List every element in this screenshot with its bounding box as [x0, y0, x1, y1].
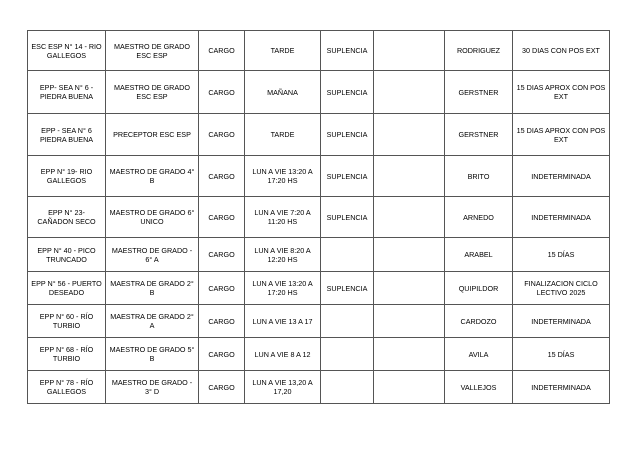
school-cell: EPP N° 56 - PUERTO DESEADO: [28, 272, 106, 305]
schedule-cell: TARDE: [245, 31, 321, 71]
position-cell: MAESTRO DE GRADO - 3° D: [106, 371, 199, 404]
status-cell: [321, 338, 374, 371]
status-cell: SUPLENCIA: [321, 156, 374, 197]
status-cell: SUPLENCIA: [321, 272, 374, 305]
table-row: [28, 305, 610, 338]
position-cell: MAESTRO DE GRADO ESC ESP: [106, 71, 199, 114]
status-cell: SUPLENCIA: [321, 71, 374, 114]
surname-cell: AVILA: [445, 338, 513, 371]
school-cell: EPP N° 60 - RÍO TURBIO: [28, 305, 106, 338]
schedule-cell: MAÑANA: [245, 71, 321, 114]
type-cell: CARGO: [199, 305, 245, 338]
type-cell: CARGO: [199, 71, 245, 114]
type-cell: CARGO: [199, 272, 245, 305]
empty-cell: [374, 238, 445, 272]
school-cell: EPP - SEA N° 6 PIEDRA BUENA: [28, 114, 106, 156]
type-cell: CARGO: [199, 156, 245, 197]
duration-cell: FINALIZACION CICLO LECTIVO 2025: [513, 272, 610, 305]
empty-cell: [374, 272, 445, 305]
surname-cell: GERSTNER: [445, 71, 513, 114]
school-cell: ESC ESP N° 14 - RIO GALLEGOS: [28, 31, 106, 71]
duration-cell: 15 DIAS APROX CON POS EXT: [513, 71, 610, 114]
duration-cell: INDETERMINADA: [513, 197, 610, 238]
type-cell: CARGO: [199, 238, 245, 272]
type-cell: CARGO: [199, 31, 245, 71]
table-row: [28, 272, 610, 305]
position-cell: MAESTRO DE GRADO 6° UNICO: [106, 197, 199, 238]
duration-cell: 30 DIAS CON POS EXT: [513, 31, 610, 71]
surname-cell: GERSTNER: [445, 114, 513, 156]
position-cell: MAESTRA DE GRADO 2° B: [106, 272, 199, 305]
schedule-cell: TARDE: [245, 114, 321, 156]
position-cell: MAESTRO DE GRADO 4° B: [106, 156, 199, 197]
table-row: [28, 197, 610, 238]
table-row: [28, 71, 610, 114]
school-cell: EPP N° 19- RIO GALLEGOS: [28, 156, 106, 197]
surname-cell: BRITO: [445, 156, 513, 197]
empty-cell: [374, 338, 445, 371]
duration-cell: 15 DIAS APROX CON POS EXT: [513, 114, 610, 156]
schedule-cell: LUN A VIE 13:20 A 17:20 HS: [245, 156, 321, 197]
surname-cell: VALLEJOS: [445, 371, 513, 404]
position-cell: PRECEPTOR ESC ESP: [106, 114, 199, 156]
empty-cell: [374, 305, 445, 338]
schedule-cell: LUN A VIE 7:20 A 11:20 HS: [245, 197, 321, 238]
table-row: [28, 238, 610, 272]
status-cell: [321, 305, 374, 338]
school-cell: EPP N° 68 - RÍO TURBIO: [28, 338, 106, 371]
table-row: [28, 114, 610, 156]
status-cell: [321, 371, 374, 404]
table-row: [28, 371, 610, 404]
surname-cell: QUIPILDOR: [445, 272, 513, 305]
school-cell: EPP- SEA N° 6 - PIEDRA BUENA: [28, 71, 106, 114]
empty-cell: [374, 31, 445, 71]
duration-cell: 15 DÍAS: [513, 238, 610, 272]
status-cell: SUPLENCIA: [321, 31, 374, 71]
position-cell: MAESTRO DE GRADO - 6° A: [106, 238, 199, 272]
table-row: [28, 156, 610, 197]
school-cell: EPP N° 40 - PICO TRUNCADO: [28, 238, 106, 272]
vacancies-table: [27, 30, 610, 404]
surname-cell: RODRIGUEZ: [445, 31, 513, 71]
surname-cell: ARABEL: [445, 238, 513, 272]
table-row: [28, 338, 610, 371]
duration-cell: 15 DÍAS: [513, 338, 610, 371]
school-cell: EPP N° 23- CAÑADON SECO: [28, 197, 106, 238]
status-cell: SUPLENCIA: [321, 197, 374, 238]
type-cell: CARGO: [199, 197, 245, 238]
empty-cell: [374, 371, 445, 404]
position-cell: MAESTRO DE GRADO 5° B: [106, 338, 199, 371]
duration-cell: INDETERMINADA: [513, 156, 610, 197]
table-row: [28, 31, 610, 71]
empty-cell: [374, 197, 445, 238]
schedule-cell: LUN A VIE 13,20 A 17,20: [245, 371, 321, 404]
position-cell: MAESTRA DE GRADO 2° A: [106, 305, 199, 338]
position-cell: MAESTRO DE GRADO ESC ESP: [106, 31, 199, 71]
school-cell: EPP N° 78 - RÍO GALLEGOS: [28, 371, 106, 404]
type-cell: CARGO: [199, 371, 245, 404]
surname-cell: CARDOZO: [445, 305, 513, 338]
schedule-cell: LUN A VIE 8 A 12: [245, 338, 321, 371]
duration-cell: INDETERMINADA: [513, 305, 610, 338]
schedule-cell: LUN A VIE 13:20 A 17:20 HS: [245, 272, 321, 305]
status-cell: [321, 238, 374, 272]
schedule-cell: LUN A VIE 8:20 A 12:20 HS: [245, 238, 321, 272]
duration-cell: INDETERMINADA: [513, 371, 610, 404]
empty-cell: [374, 71, 445, 114]
status-cell: SUPLENCIA: [321, 114, 374, 156]
empty-cell: [374, 156, 445, 197]
type-cell: CARGO: [199, 114, 245, 156]
schedule-cell: LUN A VIE 13 A 17: [245, 305, 321, 338]
empty-cell: [374, 114, 445, 156]
type-cell: CARGO: [199, 338, 245, 371]
surname-cell: ARNEDO: [445, 197, 513, 238]
